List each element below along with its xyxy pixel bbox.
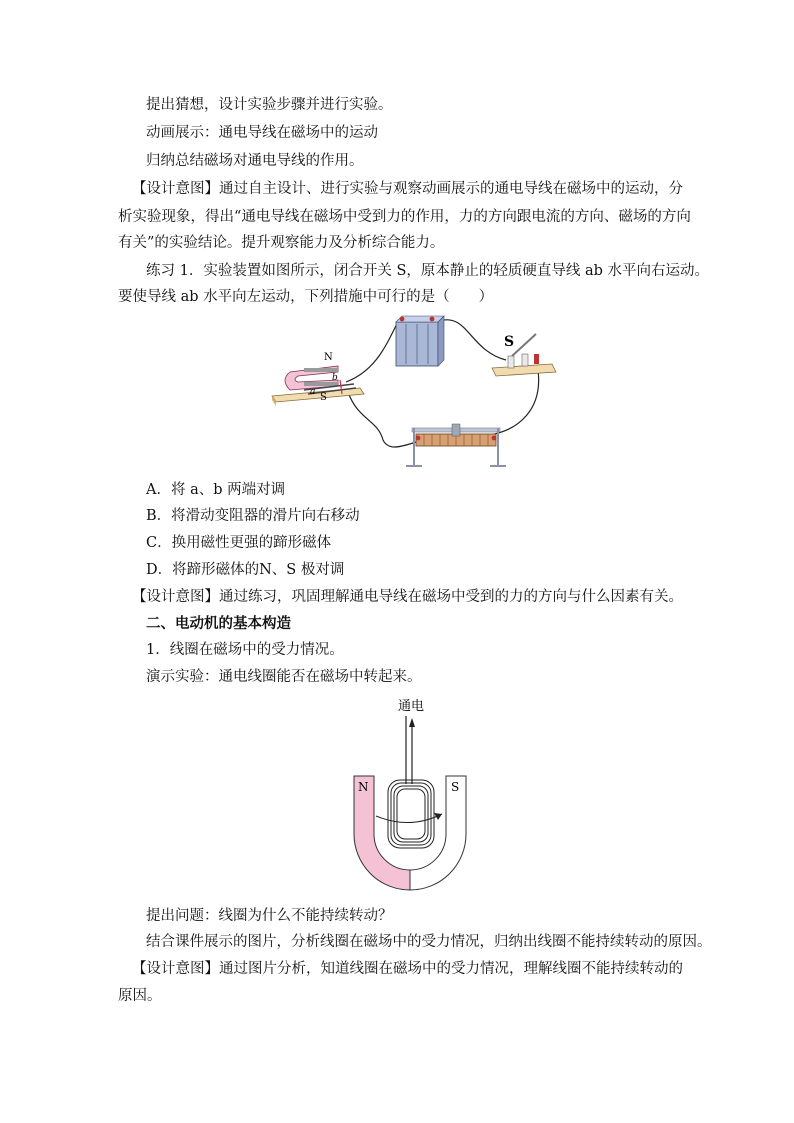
text-line: 提出猜想，设计实验步骤并进行实验。: [146, 97, 393, 113]
design-intent-line: 【设计意图】通过图片分析，知道线圈在磁场中的受力情况，理解线圈不能持续转动的: [132, 961, 683, 977]
text-line: 归纳总结磁场对通电导线的作用。: [146, 153, 364, 169]
circuit-figure: [268, 310, 558, 472]
option-c: C．换用磁性更强的蹄形磁体: [146, 535, 332, 551]
label-a: a: [310, 387, 316, 397]
text-line: 1．线圈在磁场中的受力情况。: [146, 642, 344, 658]
option-d: D．将蹄形磁体的N、S 极对调: [146, 562, 345, 578]
label-n: N: [324, 352, 333, 363]
section-heading: 二、电动机的基本构造: [146, 615, 291, 632]
text-line: 动画展示：通电导线在磁场中的运动: [146, 125, 378, 141]
label-s-switch: S: [504, 334, 515, 350]
label-b: b: [332, 373, 338, 383]
text-line: 演示实验：通电线圈能否在磁场中转起来。: [146, 669, 422, 685]
text-line: 有关”的实验结论。提升观察能力及分析综合能力。: [118, 235, 445, 251]
text-line: 原因。: [118, 988, 162, 1004]
option-a: A．将 a、b 两端对调: [146, 482, 286, 498]
option-b: B．将滑动变阻器的滑片向右移动: [146, 508, 360, 524]
coil-magnet-figure: [350, 694, 470, 900]
label-top: 通电: [398, 699, 425, 714]
exercise-line: 要使导线 ab 水平向左运动，下列措施中可行的是（ ）: [118, 289, 494, 305]
label-s-magnet: S: [320, 392, 327, 403]
design-intent-line: 【设计意图】通过练习，巩固理解通电导线在磁场中受到的力的方向与什么因素有关。: [132, 589, 683, 605]
text-line: 析实验现象，得出“通电导线在磁场中受到力的作用，力的方向跟电流的方向、磁场的方向: [118, 209, 691, 225]
label-s-pole: S: [451, 780, 460, 794]
text-line: 提出问题：线圈为什么不能持续转动？: [146, 908, 393, 924]
exercise-line: 练习 1．实验装置如图所示，闭合开关 S，原本静止的轻质硬直导线 ab 水平向右运动。: [146, 263, 710, 279]
design-intent-line: 【设计意图】通过自主设计、进行实验与观察动画展示的通电导线在磁场中的运动，分: [132, 181, 683, 197]
label-n-pole: N: [358, 780, 369, 794]
text-line: 结合课件展示的图片，分析线圈在磁场中的受力情况，归纳出线圈不能持续转动的原因。: [146, 934, 712, 950]
